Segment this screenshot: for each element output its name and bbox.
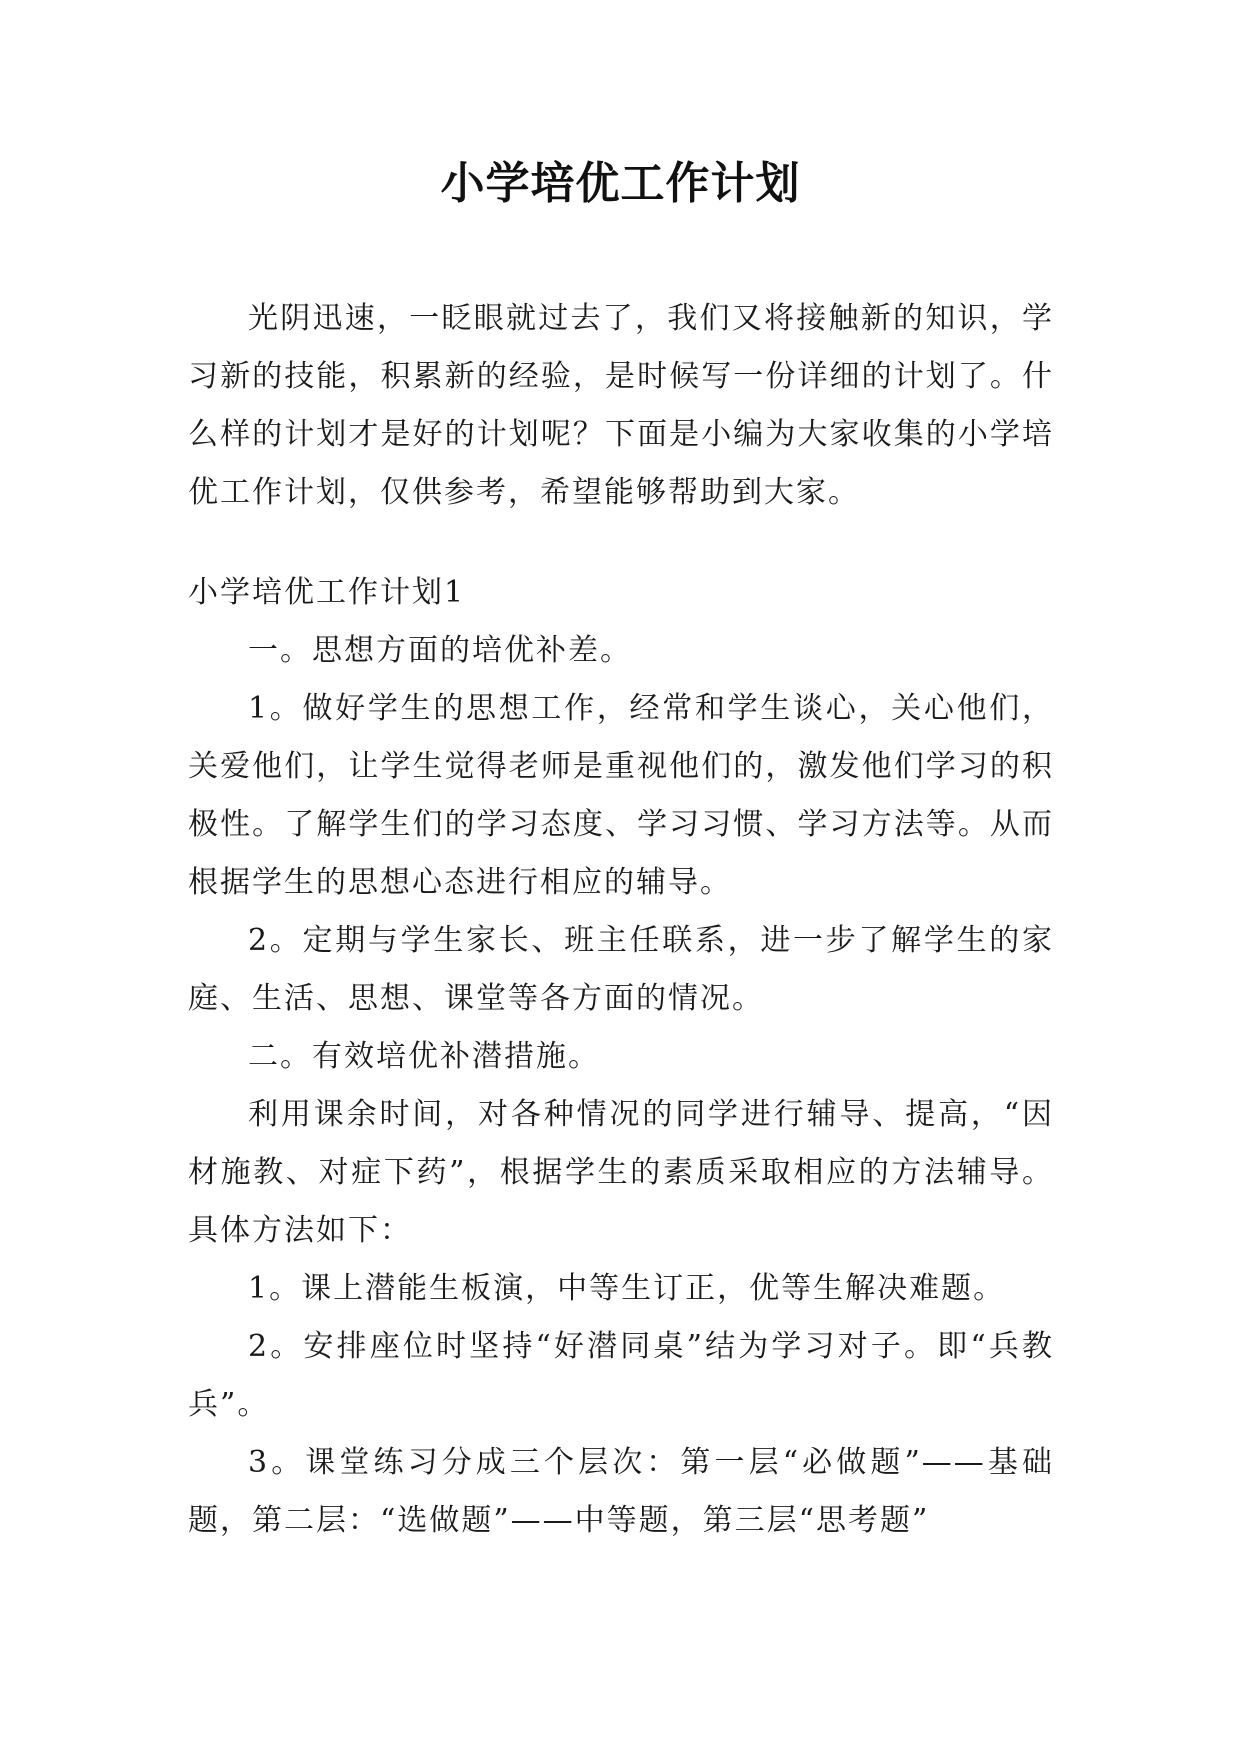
document-title: 小学培优工作计划 xyxy=(440,158,801,209)
intro-paragraph: 光阴迅速，一眨眼就过去了，我们又将接触新的知识，学习新的技能，积累新的经验，是时候写一份详细的计划了。什么样的计划才是好的计划呢？下面是小编为大家收集的小学培优工作计划，仅供参考，希望能够帮助到大家。 xyxy=(188,301,1054,510)
paragraph-gap xyxy=(188,522,1054,564)
body-paragraph: 1。做好学生的思想工作，经常和学生谈心，关心他们，关爱他们，让学生觉得老师是重视他们的，激发他们学习的积极性。了解学生们的学习态度、学习习惯、学习方法等。从而根据学生的思想心态进行相应的辅导。 xyxy=(188,691,1054,900)
body-paragraph: 一。思想方面的培优补差。 xyxy=(248,633,632,668)
body-paragraph: 二。有效培优补潜措施。 xyxy=(248,1039,600,1074)
section-title: 小学培优工作计划1 xyxy=(188,575,466,610)
body-paragraph: 1。课上潜能生板演，中等生订正，优等生解决难题。 xyxy=(248,1271,1006,1306)
document-body xyxy=(188,290,1054,1550)
body-paragraph: 3。课堂练习分成三个层次：第一层“必做题”——基础题，第二层：“选做题”——中等题，第三层“思考题” xyxy=(188,1445,1054,1538)
body-paragraph: 2。定期与学生家长、班主任联系，进一步了解学生的家庭、生活、思想、课堂等各方面的情况。 xyxy=(188,923,1054,1016)
body-paragraph: 2。安排座位时坚持“好潜同桌”结为学习对子。即“兵教兵”。 xyxy=(188,1329,1054,1422)
body-paragraph: 利用课余时间，对各种情况的同学进行辅导、提高，“因材施教、对症下药”，根据学生的素质采取相应的方法辅导。具体方法如下： xyxy=(188,1097,1054,1248)
